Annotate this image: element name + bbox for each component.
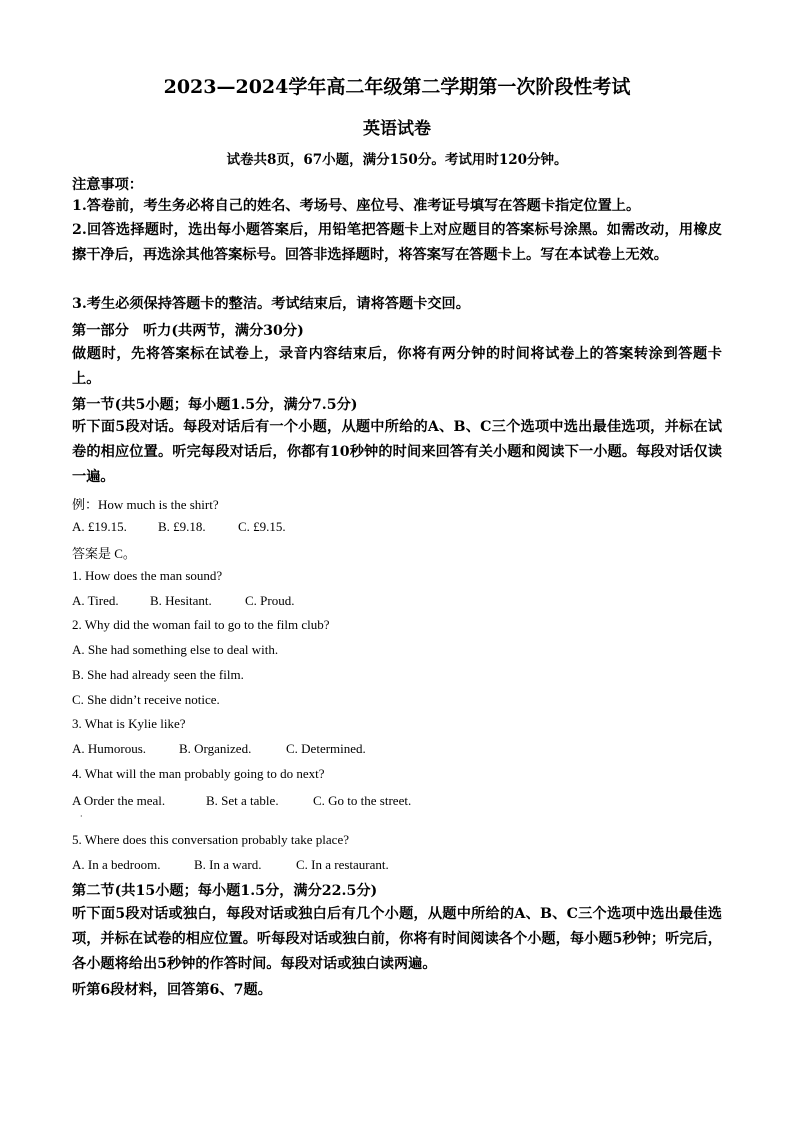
- example-option-c: C. £9.15.: [238, 519, 286, 534]
- question-2-option-a: A. She had something else to deal with.: [72, 642, 279, 657]
- notes-item-1: 1.答卷前，考生务必将自己的姓名、考场号、座位号、准考证号填写在答题卡指定位置上。: [72, 198, 641, 214]
- exam-title: 2023—2024学年高二年级第二学期第一次阶段性考试: [163, 76, 631, 98]
- question-3-option-a: A. Humorous.: [72, 741, 147, 756]
- notes-item-2: 2.回答选择题时，选出每小题答案后，用铅笔把答题卡上对应题目的答案标号涂黑。如需改动，用橡皮擦干净后，再选涂其他答案标号。回答非选择题时，将答案写在答题卡上。写在本试卷上无效。: [72, 222, 722, 263]
- section2-next: 听第6段材料，回答第6、7题。: [72, 982, 272, 998]
- question-4: 4. What will the man probably going to do next?: [72, 766, 325, 781]
- question-3: 3. What is Kylie like?: [72, 716, 186, 731]
- question-1: 1. How does the man sound?: [72, 568, 223, 583]
- question-4-options: [72, 793, 411, 809]
- question-5: 5. Where does this conversation probably take place?: [72, 832, 349, 847]
- question-1-option-a: A. Tired.: [72, 593, 119, 608]
- question-4-option-c: C. Go to the street.: [313, 793, 412, 808]
- section2-instruction: 听下面5段对话或独白，每段对话或独白后有几个小题，从题中所给的A、B、C三个选项中选出最佳选项，并标在试卷的相应位置。听每段对话或独白前，你将有时间阅读各个小题，每小题5秒钟；听完后，各小题将给出5秒钟的作答时间。每段对话或独白读两遍。: [72, 906, 722, 972]
- example-answer: 答案是 C。: [72, 546, 136, 561]
- part1-heading: 第一部分 听力(共两节，满分30分): [72, 323, 304, 339]
- exam-subject: 英语试卷: [363, 119, 431, 139]
- question-1-option-b: B. Hesitant.: [150, 593, 212, 608]
- question-2-option-b: B. She had already seen the film.: [72, 667, 244, 682]
- question-1-options: [72, 593, 294, 609]
- example-options: [72, 519, 286, 535]
- notes-heading: 注意事项：: [72, 177, 143, 193]
- part1-instruction: 做题时，先将答案标在试卷上，录音内容结束后，你将有两分钟的时间将试卷上的答案转涂到答题卡上。: [72, 346, 722, 387]
- stray-dot: ·: [80, 812, 83, 821]
- exam-info: 试卷共8页，67小题，满分150分。考试用时120分钟。: [226, 152, 568, 168]
- question-2-option-c: C. She didn’t receive notice.: [72, 692, 220, 707]
- question-5-option-a: A. In a bedroom.: [72, 857, 161, 872]
- question-5-option-c: C. In a restaurant.: [296, 857, 389, 872]
- question-5-option-b: B. In a ward.: [194, 857, 262, 872]
- example-question: 例：How much is the shirt?: [72, 497, 219, 512]
- question-3-option-b: B. Organized.: [179, 741, 252, 756]
- question-2: 2. Why did the woman fail to go to the film club?: [72, 617, 330, 632]
- question-5-options: [72, 857, 389, 873]
- example-option-b: B. £9.18.: [158, 519, 206, 534]
- question-3-option-c: C. Determined.: [286, 741, 366, 756]
- section1-instruction: 听下面5段对话。每段对话后有一个小题，从题中所给的A、B、C三个选项中选出最佳选项，并标在试卷的相应位置。听完每段对话后，你都有10秒钟的时间来回答有关小题和阅读下一小题。每段对话仅读一遍。: [72, 419, 722, 485]
- section1-heading: 第一节(共5小题；每小题1.5分，满分7.5分): [72, 397, 358, 413]
- notes-item-3: 3.考生必须保持答题卡的整洁。考试结束后，请将答题卡交回。: [72, 296, 470, 312]
- question-1-option-c: C. Proud.: [245, 593, 295, 608]
- question-4-option-a: A Order the meal.: [72, 793, 166, 808]
- question-4-option-b: B. Set a table.: [206, 793, 279, 808]
- example-option-a: A. £19.15.: [72, 519, 127, 534]
- question-3-options: [72, 741, 366, 757]
- section2-heading: 第二节(共15小题；每小题1.5分，满分22.5分): [72, 883, 378, 899]
